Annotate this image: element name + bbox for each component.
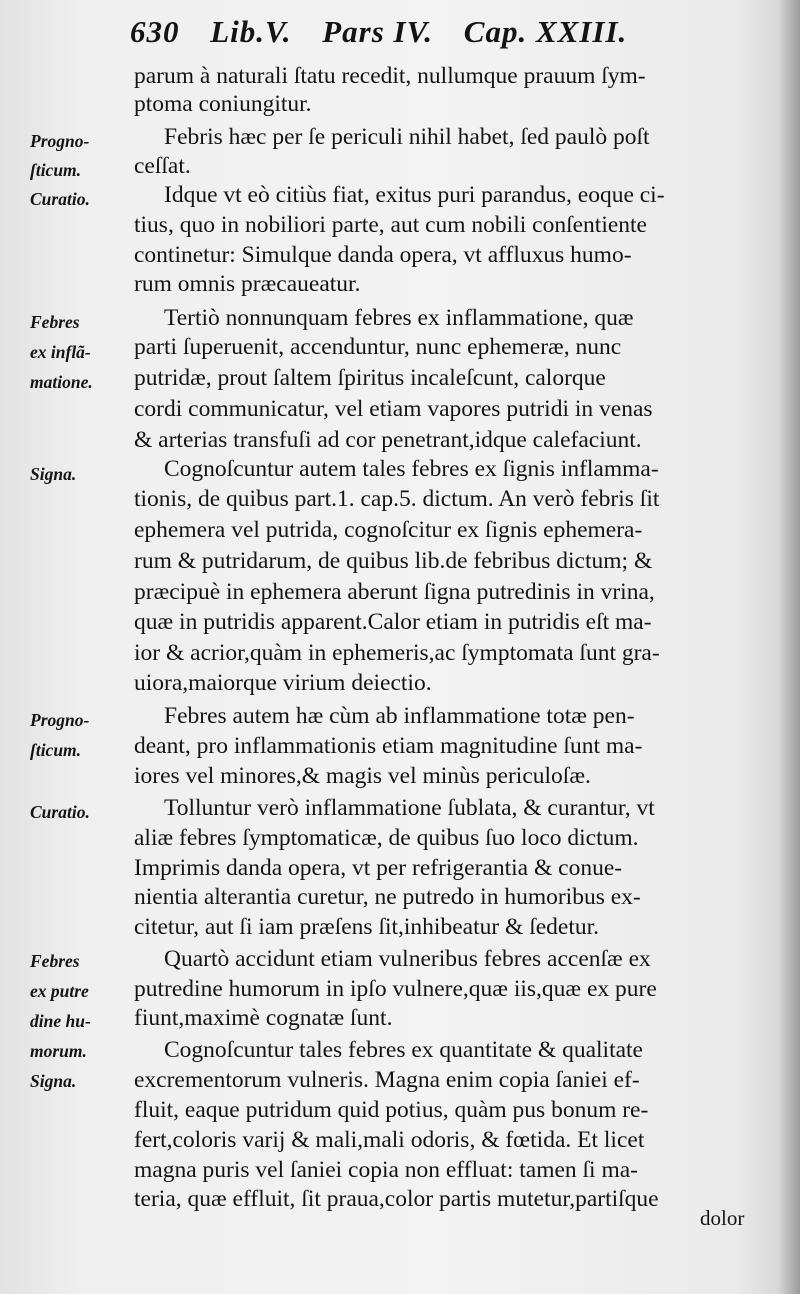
text-line: quæ in putridis apparent.Calor etiam in putridis eſt ma-: [134, 609, 652, 635]
text-line: Idque vt eò citiùs fiat, exitus puri parandus, eoque ci-: [164, 182, 665, 208]
text-line: deant, pro inflammationis etiam magnitudine ſunt ma-: [134, 733, 643, 759]
text-line: parum à naturali ſtatu recedit, nullumque prauum ſym-: [134, 63, 646, 89]
text-line: præcipuè in ephemera aberunt ſigna putredinis in vrina,: [134, 579, 655, 605]
text-line: Quartò accidunt etiam vulneribus febres accenſæ ex: [164, 946, 651, 972]
text-line: cordi communicatur, vel etiam vapores putridi in venas: [134, 396, 653, 422]
marginal-note: Curatio.: [30, 802, 90, 822]
text-line: fiunt,maximè cognatæ ſunt.: [134, 1005, 393, 1031]
marginal-note: ex putre: [30, 981, 89, 1001]
marginal-note: ſticum.: [30, 160, 82, 180]
text-line: ephemera vel putrida, cognoſcitur ex ſignis ephemera-: [134, 517, 643, 543]
marginal-note: Progno-: [30, 131, 90, 151]
text-line: aliæ febres ſymptomaticæ, de quibus ſuo loco dictum.: [134, 825, 639, 851]
marginal-note: ex inflã-: [30, 342, 91, 362]
catchword: dolor: [700, 1206, 745, 1230]
text-line: nientia alterantia curetur, ne putredo in humoribus ex-: [134, 884, 641, 910]
marginal-note: Signa.: [30, 1071, 77, 1091]
marginal-note: Febres: [30, 951, 80, 971]
text-line: Tertiò nonnunquam febres ex inflammatione, quæ: [164, 305, 634, 331]
text-line: parti ſuperuenit, accenduntur, nunc ephemeræ, nunc: [134, 334, 622, 360]
text-line: putredine humorum in ipſo vulnere,quæ iis,quæ ex pure: [134, 976, 657, 1002]
header-book: Lib.V.: [210, 14, 292, 49]
marginal-note: Curatio.: [30, 189, 90, 209]
text-line: uiora,maiorque virium deiectio.: [134, 670, 432, 696]
marginal-note: ſticum.: [30, 740, 82, 760]
text-line: ceſſat.: [134, 153, 191, 179]
text-line: Tolluntur verò inflammatione ſublata, & curantur, vt: [164, 795, 655, 821]
marginal-note: Progno-: [30, 710, 90, 730]
marginal-note: Signa.: [30, 464, 77, 484]
text-line: rum & putridarum, de quibus lib.de febribus dictum; &: [134, 548, 653, 574]
text-line: citetur, aut ſi iam præſens ſit,inhibeatur & ſedetur.: [134, 914, 600, 940]
text-line: Febris hæc per ſe periculi nihil habet, ſed paulò poſt: [164, 124, 650, 150]
text-line: Febres autem hæ cùm ab inflammatione totæ pen-: [164, 703, 635, 729]
text-line: rum omnis præcaueatur.: [134, 271, 361, 297]
marginal-note: dine hu-: [30, 1011, 91, 1031]
page-gutter-shadow: [778, 0, 800, 1294]
text-line: Imprimis danda opera, vt per refrigerantia & conue-: [134, 855, 623, 881]
marginal-note: matione.: [30, 372, 93, 392]
text-line: ior & acrior,quàm in ephemeris,ac ſymptomata ſunt gra-: [134, 640, 660, 666]
text-line: teria, quæ effluit, ſit praua,color partis mutetur,partiſque: [134, 1186, 659, 1212]
page-number: 630: [130, 14, 180, 49]
marginal-note: Febres: [30, 312, 80, 332]
header-part: Pars IV.: [322, 14, 434, 49]
text-line: putridæ, prout ſaltem ſpiritus incaleſcunt, calorque: [134, 365, 606, 391]
text-line: Cognoſcuntur autem tales febres ex ſignis inflamma-: [164, 456, 659, 482]
text-line: fluit, eaque putridum quid potius, quàm pus bonum re-: [134, 1097, 649, 1123]
text-line: iores vel minores,& magis vel minùs periculoſæ.: [134, 763, 591, 789]
text-line: Cognoſcuntur tales febres ex quantitate & qualitate: [164, 1037, 643, 1063]
text-line: continetur: Simulque danda opera, vt affluxus humo-: [134, 242, 632, 268]
running-header: [130, 14, 730, 58]
header-chapter: Cap. XXIII.: [463, 14, 628, 49]
marginal-note: morum.: [30, 1041, 87, 1061]
text-line: tionis, de quibus part.1. cap.5. dictum. An verò febris ſit: [134, 486, 660, 512]
text-line: excrementorum vulneris. Magna enim copia ſaniei ef-: [134, 1067, 640, 1093]
text-line: fert,coloris varij & mali,mali odoris, & fœtida. Et licet: [134, 1127, 645, 1153]
text-line: magna puris vel ſaniei copia non effluat: tamen ſi ma-: [134, 1157, 638, 1183]
text-line: tius, quo in nobiliori parte, aut cum nobili conſentiente: [134, 212, 647, 238]
text-line: & arterias transfuſi ad cor penetrant,idque calefaciunt.: [134, 427, 642, 453]
text-line: ptoma coniungitur.: [134, 91, 312, 117]
